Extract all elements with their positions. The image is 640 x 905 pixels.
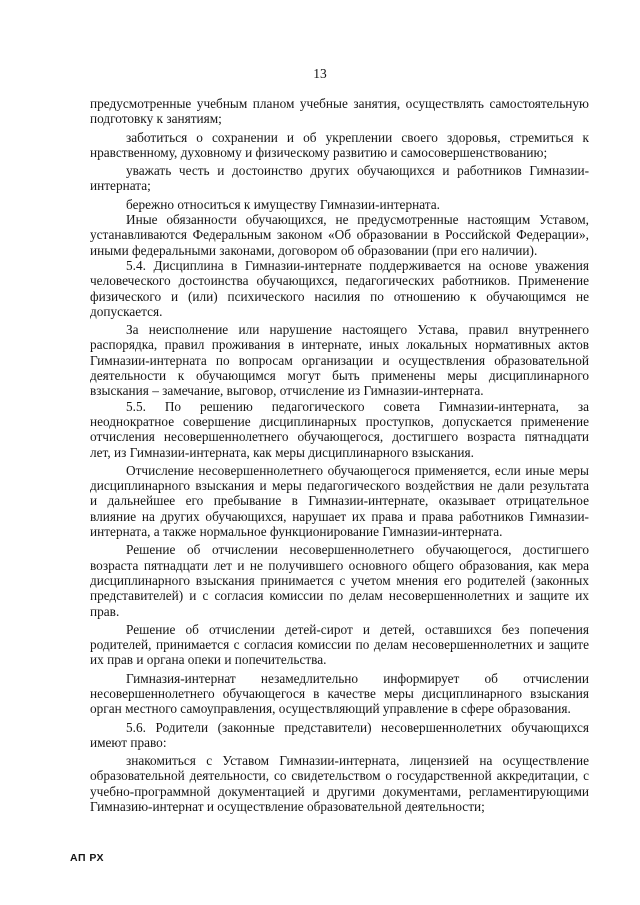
text-line: неоднократное совершение дисциплинарных проступков, допускается применение bbox=[90, 413, 589, 429]
text-line: орган местного самоуправления, осуществляющий управление в сфере образования. bbox=[90, 701, 571, 717]
text-line: возраста пятнадцати лет и не получившего основного общего образования, как мера bbox=[90, 557, 589, 573]
text-line: родителей, принимается с согласия комиссии по делам несовершеннолетних и защите bbox=[90, 637, 589, 653]
text-line: бережно относиться к имуществу Гимназии-интерната. bbox=[126, 196, 440, 212]
footer-stamp: АП РХ bbox=[70, 852, 105, 864]
text-line: интерната, а также нормальное функционирование Гимназии-интерната. bbox=[90, 524, 503, 540]
text-line: нравственному, духовному и физическому развитию и самосовершенствованию; bbox=[90, 144, 548, 160]
text-line: отчисления несовершеннолетнего обучающегося, достигшего возраста пятнадцати bbox=[90, 429, 589, 445]
text-line: прав. bbox=[90, 603, 120, 619]
text-line: устанавливаются Федеральным законом «Об образовании в Российской Федерации», bbox=[90, 227, 589, 243]
text-line: Гимназия-интернат незамедлительно информирует об отчислении bbox=[126, 670, 589, 686]
text-line: Решение об отчислении несовершеннолетнего обучающегося, достигшего bbox=[126, 542, 589, 558]
text-line: их прав и органа опеки и попечительства. bbox=[90, 652, 327, 668]
text-line: интерната; bbox=[90, 178, 151, 194]
text-line: физического и (или) психического насилия по отношению к обучающимся не bbox=[90, 288, 589, 304]
text-line: иными федеральными законами, договором об образовании (при его наличии). bbox=[90, 242, 538, 258]
text-line: Решение об отчислении детей-сирот и детей, оставшихся без попечения bbox=[126, 621, 589, 637]
text-line: деятельности к обучающимся могут быть применены меры дисциплинарного bbox=[90, 368, 589, 384]
text-line: Отчисление несовершеннолетнего обучающегося применяется, если иные меры bbox=[126, 462, 589, 478]
text-line: 5.4. Дисциплина в Гимназии-интернате поддерживается на основе уважения bbox=[126, 257, 589, 273]
text-line: 5.6. Родители (законные представители) несовершеннолетних обучающихся bbox=[126, 719, 589, 735]
text-line: уважать честь и достоинство других обучающихся и работников Гимназии- bbox=[126, 163, 589, 179]
text-line: дисциплинарного взыскания принимается с учетом мнения его родителей (законных bbox=[90, 572, 589, 588]
text-line: допускается. bbox=[90, 303, 163, 319]
text-line: заботиться о сохранении и об укреплении своего здоровья, стремиться к bbox=[126, 129, 589, 145]
text-line: 5.5. По решению педагогического совета Гимназии-интерната, за bbox=[126, 398, 589, 414]
text-line: знакомиться с Уставом Гимназии-интерната, лицензией на осуществление bbox=[126, 753, 589, 769]
text-line: подготовку к занятиям; bbox=[90, 111, 222, 127]
text-line: лет, из Гимназии-интерната, как меры дисциплинарного взыскания. bbox=[90, 444, 474, 460]
text-line: предусмотренные учебным планом учебные занятия, осуществлять самостоятельную bbox=[90, 96, 589, 111]
text-line: несовершеннолетнего обучающегося в качестве меры дисциплинарного взыскания bbox=[90, 685, 589, 701]
text-line: учебно-программной документацией и другими документами, регламентирующими bbox=[90, 783, 589, 799]
text-line: человеческого достоинства обучающихся, педагогических работников. Применение bbox=[90, 273, 589, 289]
text-line: взыскания – замечание, выговор, отчисление из Гимназии-интерната. bbox=[90, 383, 484, 399]
text-line: представителей) и с согласия комиссии по делам несовершеннолетних и защите их bbox=[90, 588, 589, 604]
page-number: 13 bbox=[313, 66, 327, 81]
text-line: и дальнейшее его пребывание в Гимназии-интернате, оказывает отрицательное bbox=[90, 493, 589, 509]
text-line: Гимназию-интернат и осуществление образовательной деятельности; bbox=[90, 799, 485, 815]
text-line: дисциплинарного взыскания и меры педагогического воздействия не дали результата bbox=[90, 478, 589, 494]
text-line: Гимназии-интерната по вопросам организации и осуществления образовательной bbox=[90, 352, 589, 368]
text-line: имеют право: bbox=[90, 734, 167, 750]
text-line: влияние на других обучающихся, нарушает их права и права работников Гимназии- bbox=[90, 508, 589, 524]
text-line: За неисполнение или нарушение настоящего Устава, правил внутреннего bbox=[126, 322, 589, 338]
text-line: Иные обязанности обучающихся, не предусмотренные настоящим Уставом, bbox=[126, 212, 589, 228]
text-line: образовательной деятельности, со свидетельством о государственной аккредитации, с bbox=[90, 768, 589, 784]
document-body bbox=[90, 96, 589, 814]
text-line: распорядка, правил проживания в интернате, иных локальных нормативных актов bbox=[90, 337, 589, 353]
